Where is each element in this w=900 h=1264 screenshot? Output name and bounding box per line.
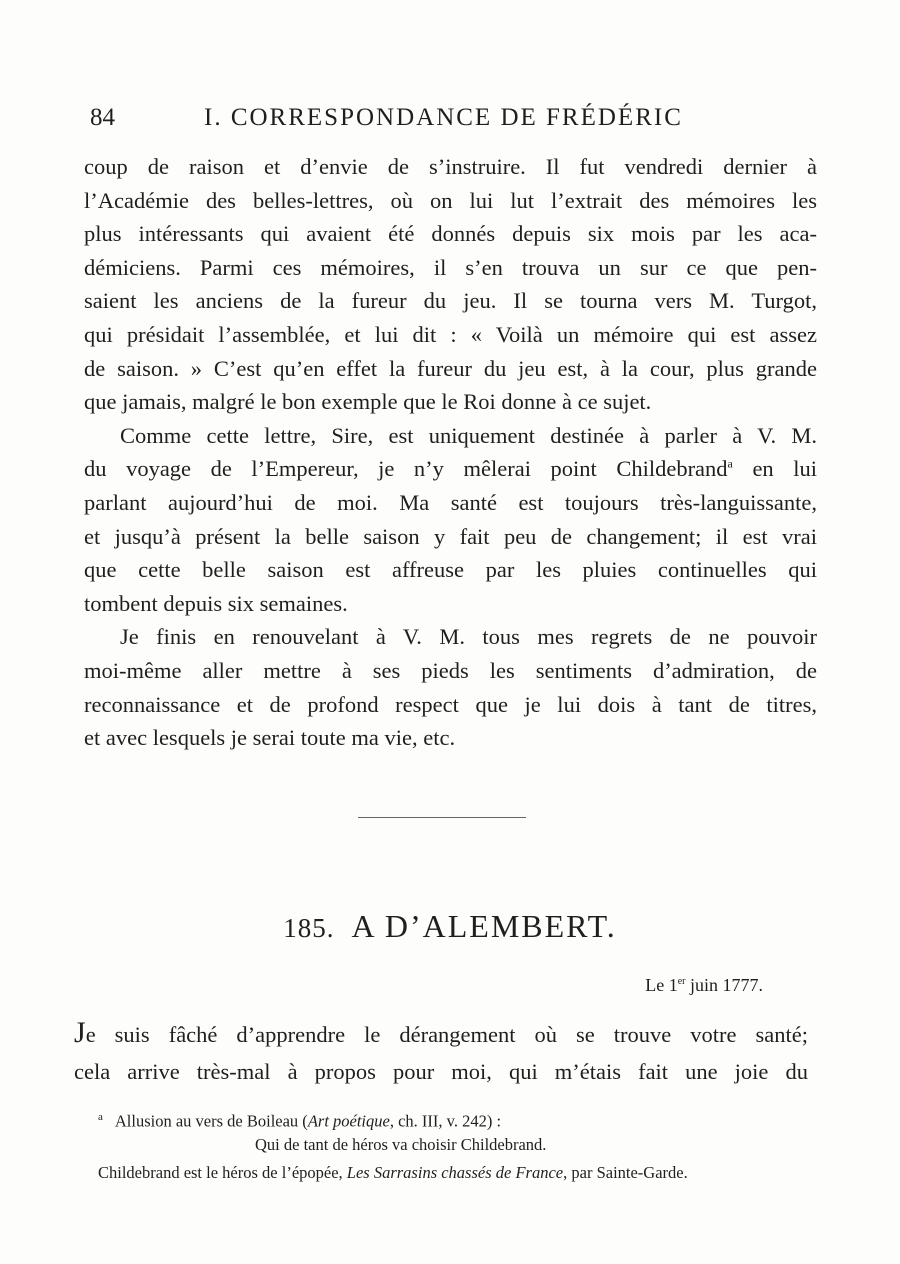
italic-title: Les Sarrasins chassés de France — [346, 1163, 564, 1182]
text-line: qui présidait l’assemblée, et lui dit : « Voilà un mémoire qui est assez — [84, 321, 817, 347]
text-line — [84, 452, 817, 486]
text-line: de saison. » C’est qu’en effet la fureur du jeu est, à la cour, plus grande — [84, 355, 817, 381]
text-fragment: e suis fâché d’apprendre le dérangement où se trouve votre santé; — [85, 1022, 808, 1047]
section-divider — [358, 817, 526, 818]
text-fragment: , par Sainte-Garde. — [563, 1163, 688, 1182]
text-line: cela arrive très-mal à propos pour moi, qui m’étais fait une joie du — [74, 1059, 808, 1084]
text-line: reconnaissance et de profond respect que je lui dois à tant de titres, — [84, 691, 817, 717]
text-line: l’Académie des belles-lettres, où on lui lut l’extrait des mémoires les — [84, 187, 817, 213]
text-line: tombent depuis six semaines. — [84, 590, 348, 616]
letter-title: A D’ALEMBERT. — [351, 908, 617, 944]
text-fragment: , ch. III, v. 242) : — [389, 1111, 502, 1131]
letter-heading — [0, 908, 900, 945]
italic-title: Art poétique — [307, 1111, 390, 1131]
text-line: saient les anciens de la fureur du jeu. Il se tourna vers M. Turgot, — [84, 288, 817, 314]
text-fragment: en lui — [732, 456, 817, 482]
text-fragment: Childebrand est le héros de l’épopée, — [98, 1163, 347, 1182]
letter-continuation — [84, 150, 817, 755]
text-line: démiciens. Parmi ces mémoires, il s’en trouva un sur ce que pen- — [84, 254, 817, 280]
text-line: Je finis en renouvelant à V. M. tous mes regrets de ne pouvoir — [120, 624, 817, 650]
footnote-line — [98, 1160, 688, 1185]
paragraph-3 — [84, 620, 817, 754]
date-prefix: Le 1 — [645, 975, 678, 995]
date-superscript: er — [677, 976, 686, 987]
letter-body — [74, 1014, 808, 1090]
text-fragment: Allusion au vers de Boileau ( — [114, 1111, 308, 1131]
letter-date — [645, 975, 763, 996]
letter-number: 185. — [283, 913, 335, 943]
text-line: que cette belle saison est affreuse par les pluies continuelles qui — [84, 557, 817, 583]
date-suffix: juin 1777. — [685, 975, 763, 995]
footnote-line — [98, 1105, 501, 1134]
text-line: coup de raison et d’envie de s’instruire. Il fut vendredi dernier à — [84, 154, 817, 179]
running-title: I. CORRESPONDANCE DE FRÉDÉRIC — [204, 104, 683, 131]
footnote-reference: a — [727, 456, 733, 471]
text-line: parlant aujourd’hui de moi. Ma santé est toujours très-languissante, — [84, 489, 817, 515]
text-line: Comme cette lettre, Sire, est uniquement destinée à parler à V. M. — [120, 422, 817, 448]
text-line: plus intéressants qui avaient été donnés depuis six mois par les aca- — [84, 221, 817, 247]
text-line — [74, 1014, 808, 1053]
text-line: et avec lesquels je serai toute ma vie, etc. — [84, 725, 456, 751]
footnote-quote: Qui de tant de héros va choisir Childebrand. — [255, 1135, 547, 1154]
text-line: que jamais, malgré le bon exemple que le Roi donne à ce sujet. — [84, 389, 652, 415]
text-fragment: du voyage de l’Empereur, je n’y mêlerai point Childebrand — [84, 456, 728, 482]
paragraph-2 — [84, 419, 817, 621]
page-number: 84 — [90, 104, 115, 131]
text-line: moi-même aller mettre à ses pieds les sentiments d’admiration, de — [84, 657, 817, 683]
text-line: et jusqu’à présent la belle saison y fait peu de changement; il est vrai — [84, 523, 817, 549]
drop-cap: J — [74, 1016, 86, 1049]
paragraph-1 — [84, 150, 817, 419]
footnote-mark: a — [98, 1111, 103, 1123]
